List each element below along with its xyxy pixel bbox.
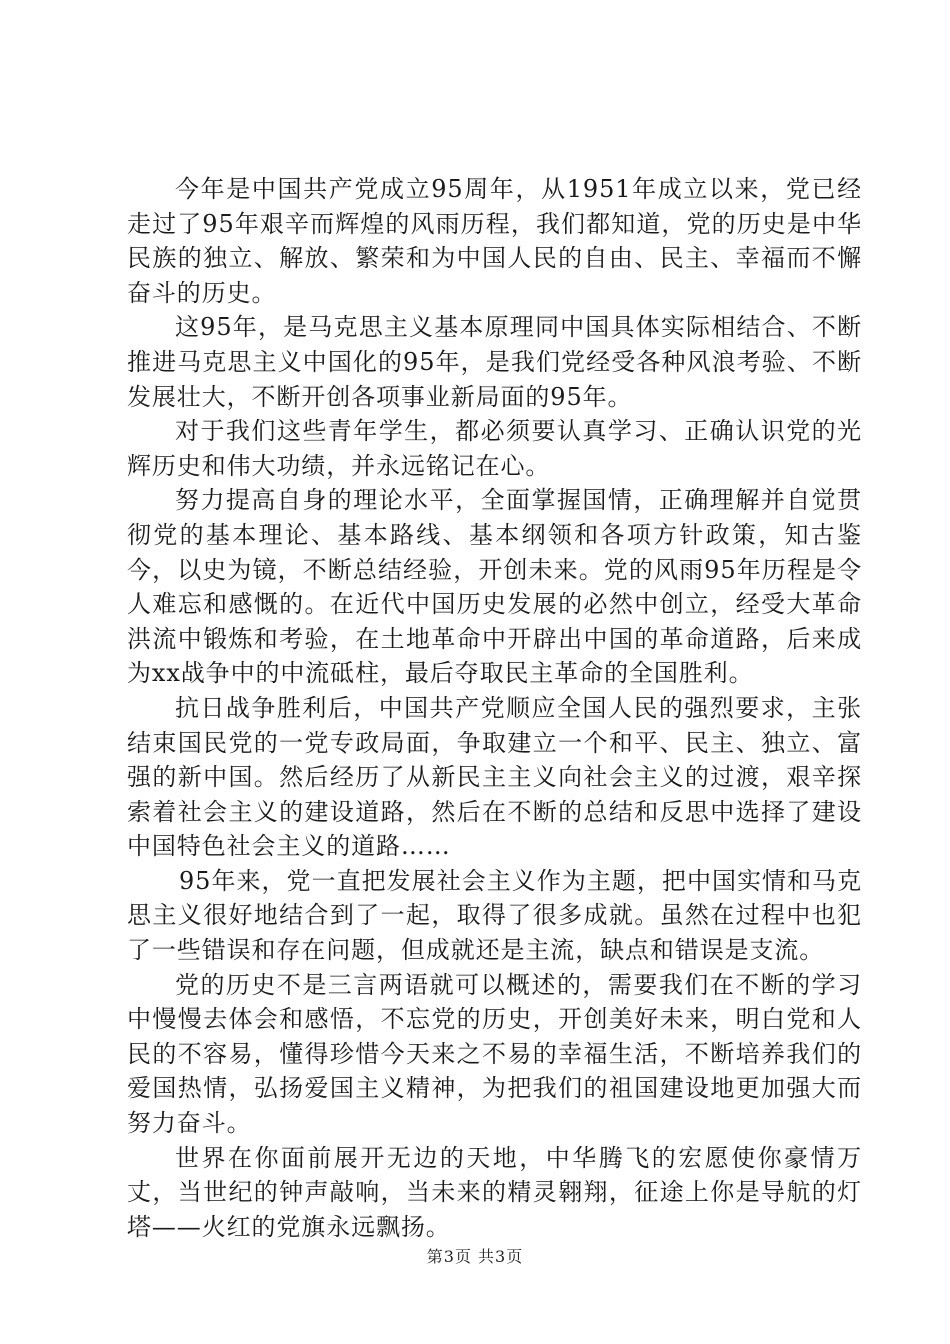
paragraph-3: 对于我们这些青年学生，都必须要认真学习、正确认识党的光辉历史和伟大功绩，并永远铭记在心。 [127,417,862,480]
paragraph-1: 今年是中国共产党成立95周年，从1951年成立以来，党已经走过了95年艰辛而辉煌的风雨历程，我们都知道，党的历史是中华民族的独立、解放、繁荣和为中国人民的自由、民主、幸福而不懈奋斗的历史。 [127,175,862,307]
paragraph-2: 这95年，是马克思主义基本原理同中国具体实际相结合、不断推进马克思主义中国化的95年，是我们党经受各种风浪考验、不断发展壮大，不断开创各项事业新局面的95年。 [127,313,862,411]
paragraph-5: 抗日战争胜利后，中国共产党顺应全国人民的强烈要求，主张结束国民党的一党专政局面，争取建立一个和平、民主、独立、富强的新中国。然后经历了从新民主主义向社会主义的过渡，艰辛探索着社会主义的建设道路，然后在不断的总结和反思中选择了建设中国特色社会主义的道路…… [127,693,862,861]
paragraph-6: 95年来，党一直把发展社会主义作为主题，把中国实情和马克思主义很好地结合到了一起，取得了很多成就。虽然在过程中也犯了一些错误和存在问题，但成就还是主流，缺点和错误是支流。 [127,866,862,965]
document-body [127,172,862,1244]
paragraph-7: 党的历史不是三言两语就可以概述的，需要我们在不断的学习中慢慢去体会和感悟，不忘党的历史，开创美好未来，明白党和人民的不容易，懂得珍惜今天来之不易的幸福生活，不断培养我们的爱国热情，弘扬爱国主义精神，为把我们的祖国建设地更加强大而努力奋斗。 [127,970,862,1138]
page-number-footer: 第3页 共3页 [426,1247,524,1266]
paragraph-4: 努力提高自身的理论水平，全面掌握国情，正确理解并自觉贯彻党的基本理论、基本路线、基本纲领和各项方针政策，知古鉴今，以史为镜，不断总结经验，开创未来。党的风雨95年历程是令人难忘和感慨的。在近代中国历史发展的必然中创立，经受大革命洪流中锻炼和考验，在土地革命中开辟出中国的革命道路，后来成为xx战争中的中流砥柱，最后夺取民主革命的全国胜利。 [127,486,862,688]
paragraph-8: 世界在你面前展开无边的天地，中华腾飞的宏愿使你豪情万丈，当世纪的钟声敲响，当未来的精灵翱翔，征途上你是导航的灯塔——火红的党旗永远飘扬。 [127,1143,862,1241]
